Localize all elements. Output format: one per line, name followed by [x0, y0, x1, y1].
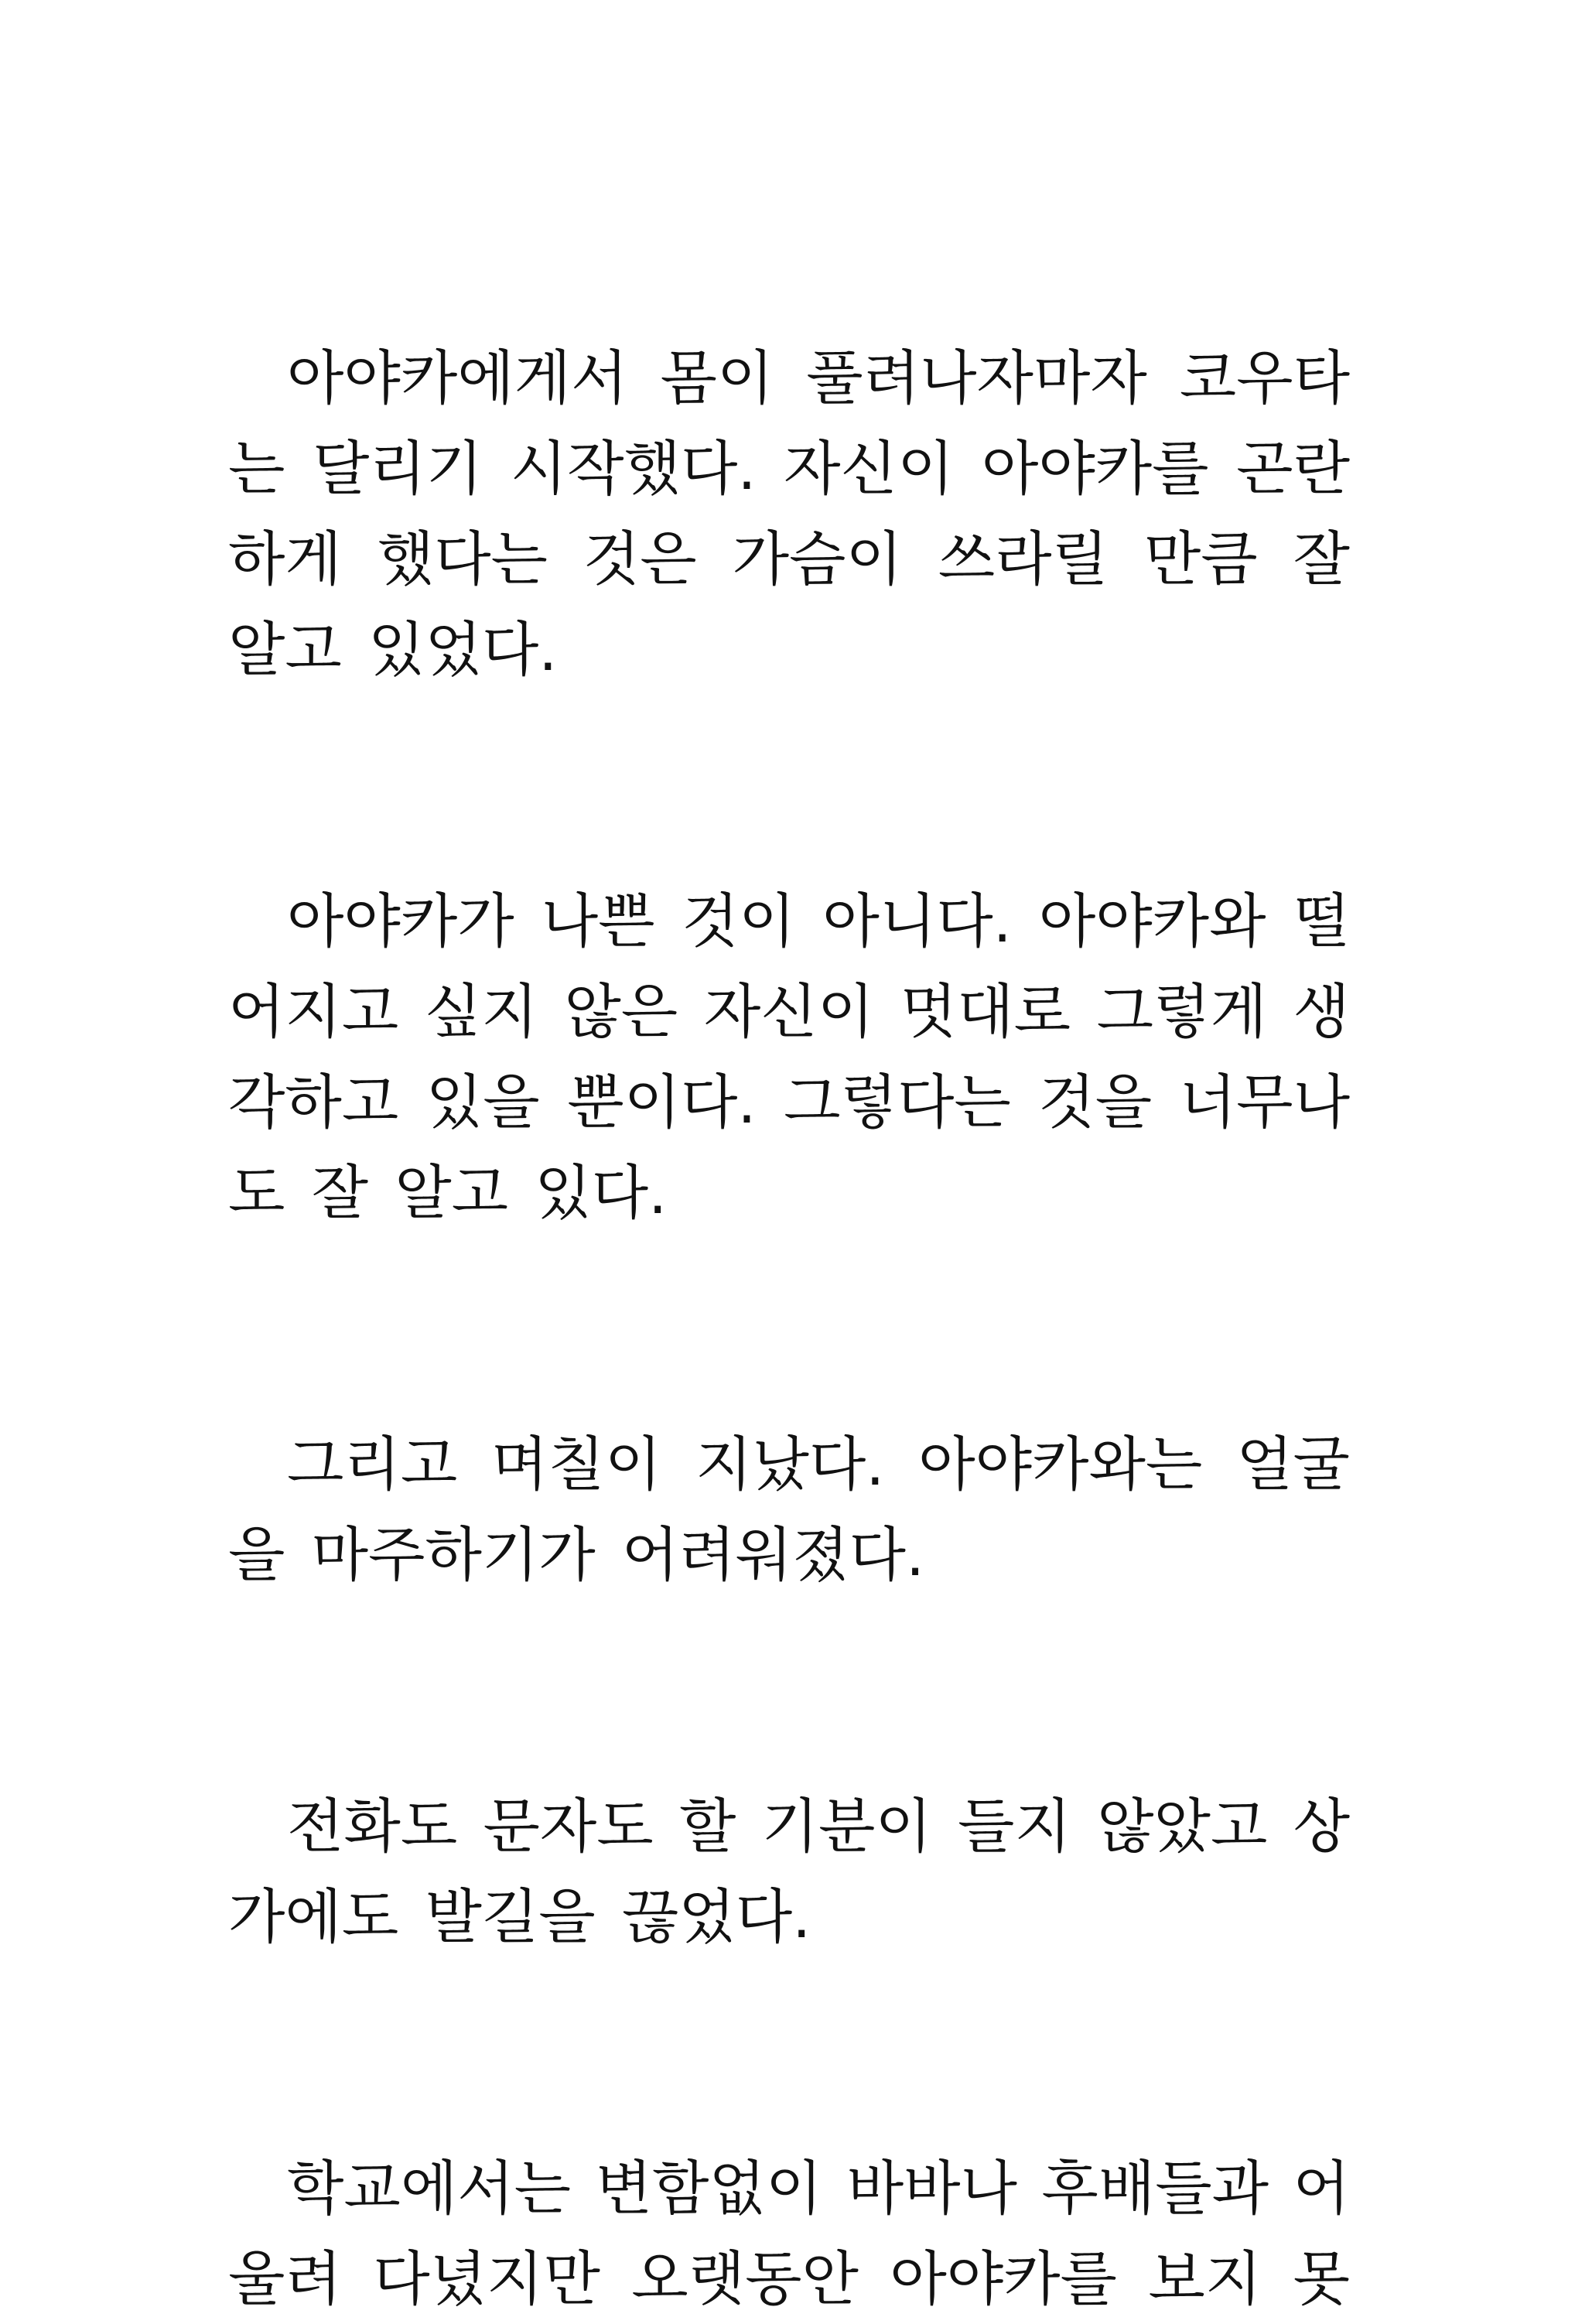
word: 곤란	[1236, 434, 1350, 503]
paragraph-gap	[228, 695, 1350, 876]
word: 아야카를	[890, 2244, 1117, 2313]
word: 생	[1293, 977, 1350, 1046]
text-line	[228, 2233, 1350, 2324]
text-line	[228, 1147, 1350, 1238]
word: 나쁜	[541, 887, 655, 955]
word: 아야카를	[981, 434, 1209, 503]
word: 오랫동안	[631, 2244, 859, 2313]
word: 것을	[1038, 1068, 1153, 1136]
word: 떨	[1293, 887, 1350, 955]
word: 몸이	[660, 343, 774, 412]
word: 싶지	[424, 977, 538, 1046]
word: 있었다.	[368, 615, 558, 684]
word: 있다.	[535, 1158, 668, 1227]
text-line	[228, 1781, 1350, 1871]
word: 그렇게	[1096, 977, 1267, 1046]
word: 마주하기가	[311, 1520, 596, 1589]
word: 가에도	[228, 1882, 399, 1951]
word: 는	[228, 434, 285, 503]
word: 시작했다.	[510, 434, 757, 503]
text-line	[228, 1509, 1350, 1600]
word: 할	[678, 1792, 736, 1861]
text-line	[228, 2143, 1350, 2233]
word: 얼굴	[1236, 1430, 1350, 1499]
word: 그리고	[287, 1430, 458, 1499]
word: 들지	[958, 1792, 1071, 1861]
paragraph	[228, 876, 1350, 1238]
word: 코우타	[1179, 343, 1350, 412]
paragraph	[228, 2143, 1350, 2324]
word: 아야카가	[287, 887, 514, 955]
word: 보지	[1148, 2244, 1262, 2313]
word: 가슴이	[732, 525, 903, 593]
word: 울려	[228, 2244, 342, 2313]
word: 아니다.	[822, 887, 1012, 955]
word: 도	[228, 1158, 285, 1227]
word: 쓰라릴	[938, 525, 1109, 593]
word: 했다는	[377, 525, 548, 593]
text-line	[228, 966, 1350, 1057]
word: 잘	[311, 1158, 369, 1227]
word: 어려워졌다.	[621, 1520, 925, 1589]
word: 그렇다는	[784, 1068, 1011, 1136]
word: 바바나	[846, 2154, 1017, 2223]
word: 문자도	[483, 1792, 654, 1861]
word: 후배들과	[1041, 2154, 1269, 2223]
word: 않았고	[1097, 1792, 1268, 1861]
text-line	[228, 876, 1350, 966]
word: 변함없이	[595, 2154, 823, 2223]
word: 발길을	[425, 1882, 596, 1951]
word: 상	[1293, 1792, 1350, 1861]
text-line	[228, 423, 1350, 514]
word: 다녔지만	[373, 2244, 600, 2313]
paragraph-gap	[228, 1962, 1350, 2143]
text-line	[228, 604, 1350, 695]
word: 아야카와는	[918, 1430, 1203, 1499]
word: 잘	[1293, 525, 1350, 593]
word: 못	[1293, 2244, 1350, 2313]
text-line	[228, 1871, 1350, 1962]
paragraph-gap	[228, 1600, 1350, 1781]
word: 며칠이	[491, 1430, 662, 1499]
word: 지났다.	[695, 1430, 885, 1499]
word: 알고	[395, 1158, 509, 1227]
text-line	[228, 1419, 1350, 1509]
word: 하게	[228, 525, 342, 593]
word: 각하고	[228, 1068, 399, 1136]
body-text	[228, 333, 1350, 2324]
paragraph	[228, 1419, 1350, 1600]
word: 멋대로	[900, 977, 1071, 1046]
paragraph	[228, 333, 1350, 695]
word: 달리기	[312, 434, 483, 503]
word: 것은	[583, 525, 697, 593]
word: 을	[228, 1520, 285, 1589]
paragraph-gap	[228, 1238, 1350, 1419]
word: 학교에서는	[287, 2154, 572, 2223]
word: 자신이	[703, 977, 875, 1046]
text-line	[228, 514, 1350, 604]
word: 있을	[425, 1068, 540, 1136]
word: 끊었다.	[621, 1882, 811, 1951]
word: 뿐이다.	[567, 1068, 757, 1136]
word: 너무나	[1179, 1068, 1350, 1136]
word: 아야카에게서	[287, 343, 628, 412]
text-line	[228, 333, 1350, 423]
word: 풀려나자마자	[806, 343, 1147, 412]
word: 알고	[228, 615, 342, 684]
word: 않은	[564, 977, 678, 1046]
word: 것이	[682, 887, 796, 955]
word: 어	[1293, 2154, 1350, 2223]
paragraph	[228, 1781, 1350, 1962]
word: 자신이	[784, 434, 955, 503]
word: 만큼	[1143, 525, 1258, 593]
word: 기분이	[761, 1792, 932, 1861]
text-line	[228, 1057, 1350, 1147]
word: 아야카와	[1038, 887, 1266, 955]
word: 전화도	[287, 1792, 458, 1861]
word: 어지고	[228, 977, 399, 1046]
